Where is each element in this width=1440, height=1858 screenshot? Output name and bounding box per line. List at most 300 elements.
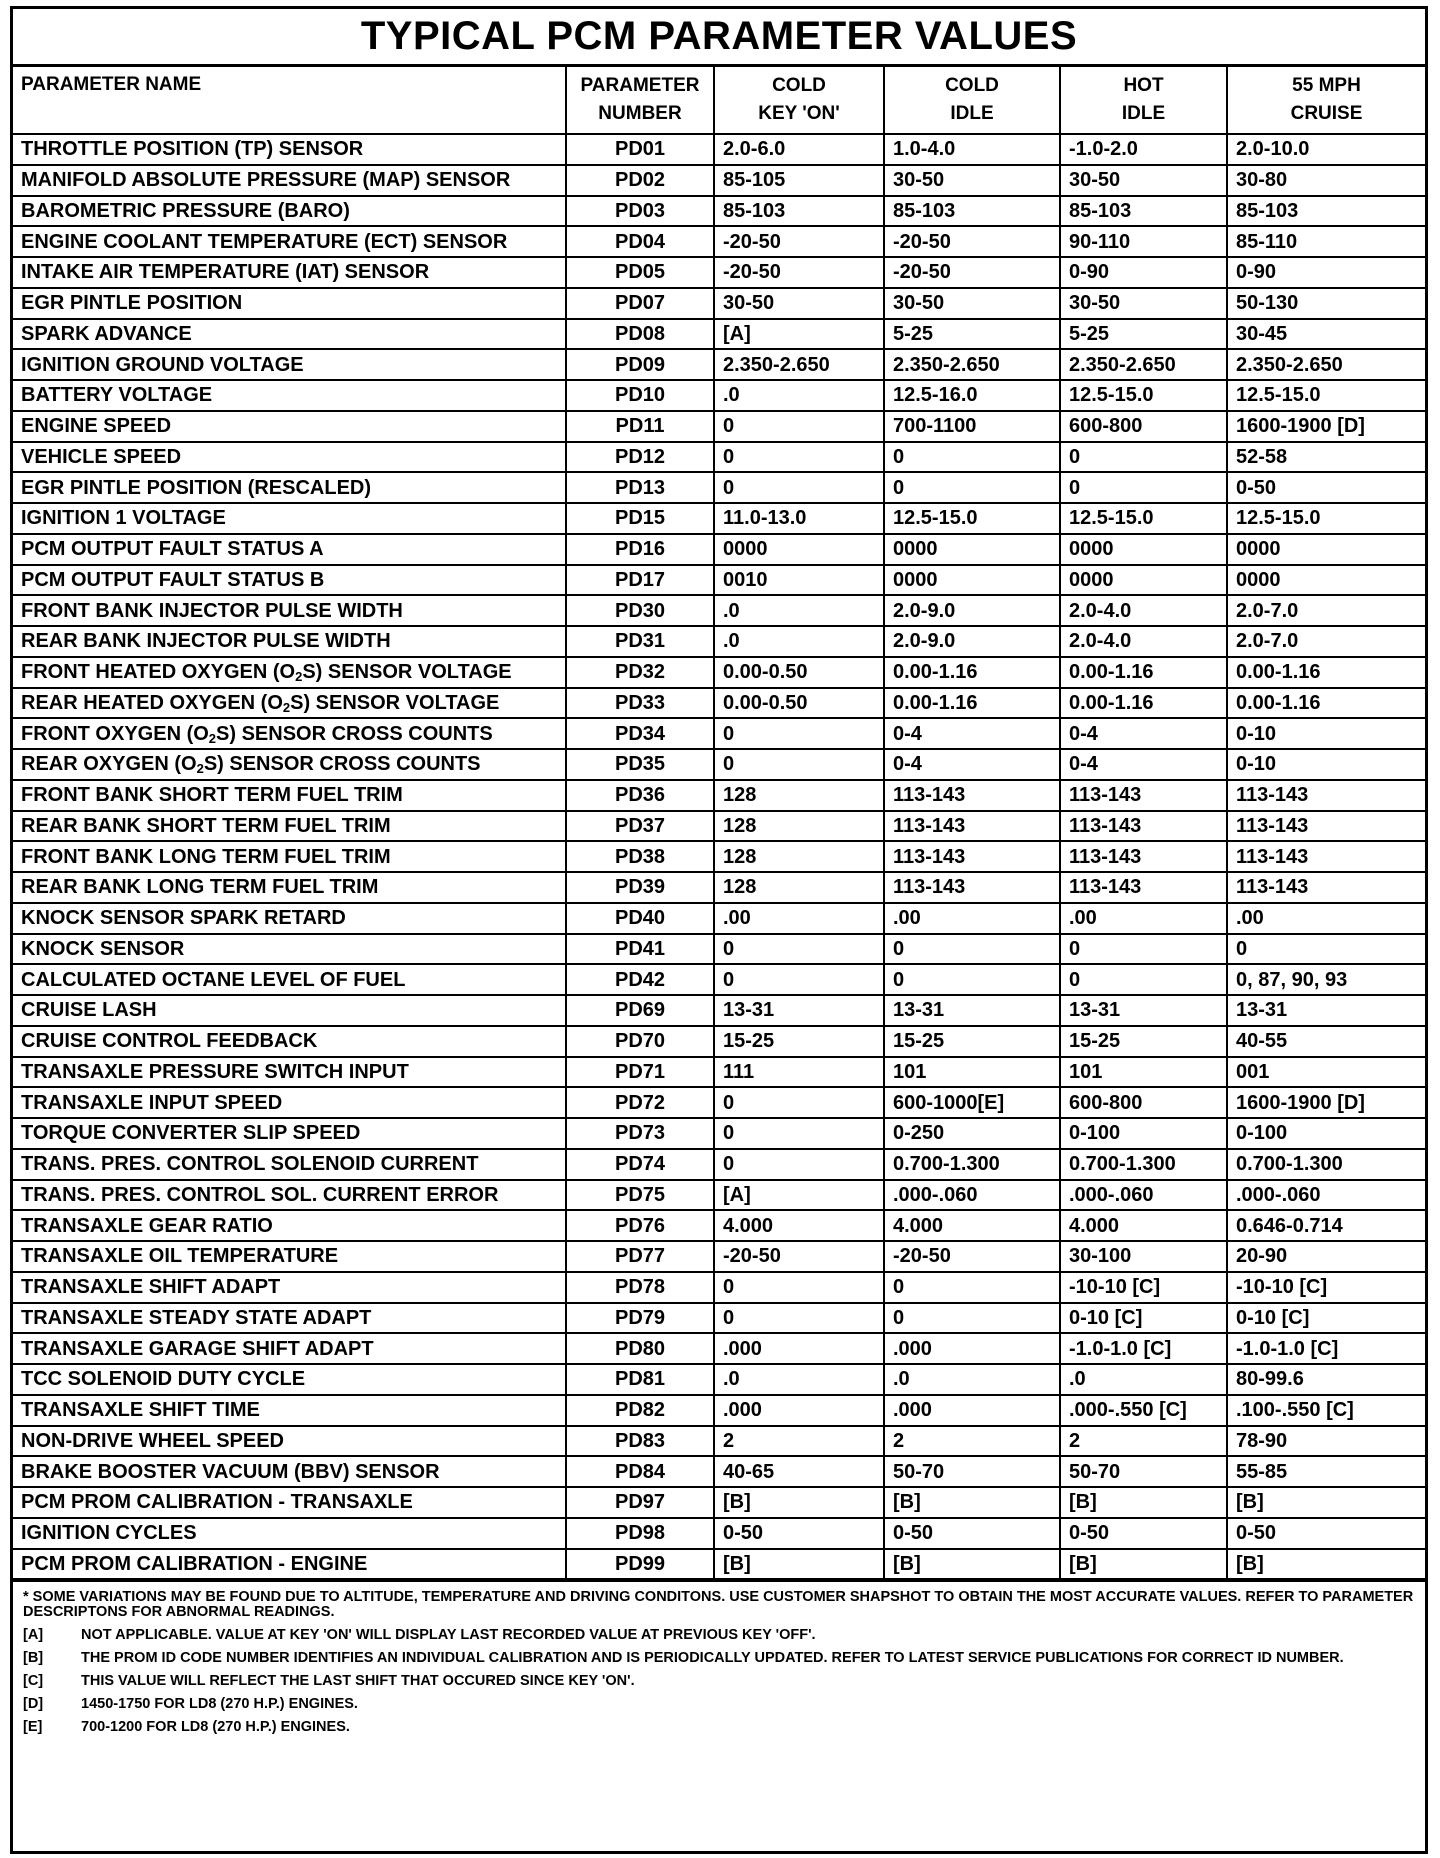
parameter-name-cell: KNOCK SENSOR SPARK RETARD bbox=[13, 903, 566, 934]
cruise-cell: 30-80 bbox=[1227, 165, 1425, 196]
parameter-number-cell: PD99 bbox=[566, 1549, 714, 1580]
parameter-name-cell: TORQUE CONVERTER SLIP SPEED bbox=[13, 1118, 566, 1149]
cold-key-on-cell: 0 bbox=[714, 1087, 884, 1118]
cold-idle-cell: 13-31 bbox=[884, 995, 1060, 1026]
parameter-number-cell: PD72 bbox=[566, 1087, 714, 1118]
hot-idle-cell: 113-143 bbox=[1060, 872, 1227, 903]
table-row bbox=[13, 749, 1425, 780]
parameter-name-cell: REAR BANK SHORT TERM FUEL TRIM bbox=[13, 811, 566, 842]
parameter-number-cell: PD70 bbox=[566, 1026, 714, 1057]
notes-main: * SOME VARIATIONS MAY BE FOUND DUE TO ALTITUDE, TEMPERATURE AND DRIVING CONDITONS. USE CUSTOMER SHAPSHOT TO OBTAIN THE MOST ACCURATE VALUES. REFER TO PARAMETER DESCRIPTONS FOR ABNORMAL READINGS. bbox=[23, 1589, 1414, 1621]
parameter-number-cell: PD07 bbox=[566, 288, 714, 319]
footnote-key: [C] bbox=[23, 1673, 44, 1690]
table-row bbox=[13, 626, 1425, 657]
parameter-number-cell: PD75 bbox=[566, 1180, 714, 1211]
parameter-number-cell: PD80 bbox=[566, 1333, 714, 1364]
parameter-number-cell: PD09 bbox=[566, 349, 714, 380]
cruise-cell: .00 bbox=[1227, 903, 1425, 934]
cruise-cell: 13-31 bbox=[1227, 995, 1425, 1026]
table-row bbox=[13, 841, 1425, 872]
cold-idle-cell: 0 bbox=[884, 472, 1060, 503]
parameter-number-cell: PD84 bbox=[566, 1456, 714, 1487]
parameter-name-subscript: 2 bbox=[282, 699, 291, 715]
cruise-cell: .000-.060 bbox=[1227, 1180, 1425, 1211]
table-row bbox=[13, 1303, 1425, 1334]
cold-key-on-cell: .0 bbox=[714, 595, 884, 626]
parameter-number-cell: PD69 bbox=[566, 995, 714, 1026]
table-row bbox=[13, 1364, 1425, 1395]
table-row bbox=[13, 811, 1425, 842]
cruise-cell: 113-143 bbox=[1227, 872, 1425, 903]
cold-idle-cell: 113-143 bbox=[884, 872, 1060, 903]
cruise-cell: 85-103 bbox=[1227, 196, 1425, 227]
cold-key-on-cell: [A] bbox=[714, 1180, 884, 1211]
cruise-cell: 0-50 bbox=[1227, 472, 1425, 503]
parameter-number-cell: PD02 bbox=[566, 165, 714, 196]
cold-key-on-cell: 0 bbox=[714, 1118, 884, 1149]
cruise-cell: 0-10 [C] bbox=[1227, 1303, 1425, 1334]
cruise-cell: 113-143 bbox=[1227, 841, 1425, 872]
hot-idle-cell: 0 bbox=[1060, 934, 1227, 965]
parameter-number-cell: PD97 bbox=[566, 1487, 714, 1518]
cold-key-on-cell: 30-50 bbox=[714, 288, 884, 319]
parameter-name-subscript: 2 bbox=[208, 730, 217, 746]
header-parameter-name: PARAMETER NAME bbox=[13, 67, 566, 134]
hot-idle-cell: 0-10 [C] bbox=[1060, 1303, 1227, 1334]
hot-idle-cell: 30-50 bbox=[1060, 165, 1227, 196]
cruise-cell: 30-45 bbox=[1227, 319, 1425, 350]
parameter-number-cell: PD01 bbox=[566, 134, 714, 165]
parameter-number-cell: PD04 bbox=[566, 226, 714, 257]
cold-idle-cell: 4.000 bbox=[884, 1210, 1060, 1241]
cold-key-on-cell: 111 bbox=[714, 1057, 884, 1088]
parameter-name-cell bbox=[13, 657, 566, 688]
cold-key-on-cell: 11.0-13.0 bbox=[714, 503, 884, 534]
header-cold-key-on bbox=[714, 67, 884, 134]
cold-key-on-cell: .0 bbox=[714, 1364, 884, 1395]
footnote-text: 1450-1750 FOR LD8 (270 H.P.) ENGINES. bbox=[81, 1696, 358, 1713]
cold-key-on-cell: -20-50 bbox=[714, 257, 884, 288]
parameter-name-cell: TRANSAXLE SHIFT ADAPT bbox=[13, 1272, 566, 1303]
footnote bbox=[23, 1674, 1415, 1689]
cold-idle-cell: 12.5-15.0 bbox=[884, 503, 1060, 534]
parameter-number-cell: PD05 bbox=[566, 257, 714, 288]
hot-idle-cell: 0 bbox=[1060, 964, 1227, 995]
cruise-cell: 0.00-1.16 bbox=[1227, 657, 1425, 688]
hot-idle-cell: .000-.060 bbox=[1060, 1180, 1227, 1211]
parameter-number-cell: PD36 bbox=[566, 780, 714, 811]
header-cold-idle bbox=[884, 67, 1060, 134]
cruise-cell: 2.0-7.0 bbox=[1227, 595, 1425, 626]
cruise-cell: 113-143 bbox=[1227, 811, 1425, 842]
table-row bbox=[13, 534, 1425, 565]
cruise-cell: 0.00-1.16 bbox=[1227, 688, 1425, 719]
footnote-text: THE PROM ID CODE NUMBER IDENTIFIES AN INDIVIDUAL CALIBRATION AND IS PERIODICALLY UPDATED. REFER TO LATEST SERVICE PUBLICATIONS FOR CORRECT ID NUMBER. bbox=[81, 1650, 1344, 1667]
parameter-name-subscript: 2 bbox=[196, 761, 204, 777]
parameter-name-cell: VEHICLE SPEED bbox=[13, 442, 566, 473]
parameter-name-cell: IGNITION CYCLES bbox=[13, 1518, 566, 1549]
footnote-key: [E] bbox=[23, 1719, 43, 1736]
parameter-name-cell: MANIFOLD ABSOLUTE PRESSURE (MAP) SENSOR bbox=[13, 165, 566, 196]
parameter-name-cell: EGR PINTLE POSITION bbox=[13, 288, 566, 319]
parameter-name-cell: TCC SOLENOID DUTY CYCLE bbox=[13, 1364, 566, 1395]
cold-idle-cell: 50-70 bbox=[884, 1456, 1060, 1487]
parameter-number-cell: PD40 bbox=[566, 903, 714, 934]
cruise-cell: 0-90 bbox=[1227, 257, 1425, 288]
cold-key-on-cell: .00 bbox=[714, 903, 884, 934]
parameter-number-cell: PD39 bbox=[566, 872, 714, 903]
cold-key-on-cell: .0 bbox=[714, 626, 884, 657]
header-cruise-line2: CRUISE bbox=[1290, 103, 1363, 124]
parameter-name-cell: TRANSAXLE INPUT SPEED bbox=[13, 1087, 566, 1118]
cruise-cell: 1600-1900 [D] bbox=[1227, 411, 1425, 442]
cruise-cell: 55-85 bbox=[1227, 1456, 1425, 1487]
parameter-name-cell: TRANSAXLE GEAR RATIO bbox=[13, 1210, 566, 1241]
hot-idle-cell: [B] bbox=[1060, 1487, 1227, 1518]
parameter-name-cell: IGNITION 1 VOLTAGE bbox=[13, 503, 566, 534]
header-hot-idle-line2: IDLE bbox=[1121, 103, 1166, 124]
cruise-cell: 0000 bbox=[1227, 565, 1425, 596]
footnote-key: [D] bbox=[23, 1696, 44, 1713]
cold-idle-cell: 101 bbox=[884, 1057, 1060, 1088]
table-row bbox=[13, 565, 1425, 596]
parameter-number-cell: PD98 bbox=[566, 1518, 714, 1549]
table-row bbox=[13, 349, 1425, 380]
hot-idle-cell: 30-100 bbox=[1060, 1241, 1227, 1272]
table-row bbox=[13, 165, 1425, 196]
cold-idle-cell: 2.0-9.0 bbox=[884, 595, 1060, 626]
cold-key-on-cell: 4.000 bbox=[714, 1210, 884, 1241]
cruise-cell: 50-130 bbox=[1227, 288, 1425, 319]
table-row bbox=[13, 1395, 1425, 1426]
hot-idle-cell: 5-25 bbox=[1060, 319, 1227, 350]
cruise-cell: 0-100 bbox=[1227, 1118, 1425, 1149]
cold-idle-cell: -20-50 bbox=[884, 1241, 1060, 1272]
cold-idle-cell: 0 bbox=[884, 964, 1060, 995]
table-row bbox=[13, 657, 1425, 688]
cold-key-on-cell: 0 bbox=[714, 1149, 884, 1180]
parameter-number-cell: PD08 bbox=[566, 319, 714, 350]
table-row bbox=[13, 134, 1425, 165]
table-row bbox=[13, 1087, 1425, 1118]
cold-key-on-cell: 85-105 bbox=[714, 165, 884, 196]
cold-idle-cell: 2.0-9.0 bbox=[884, 626, 1060, 657]
table-row bbox=[13, 226, 1425, 257]
hot-idle-cell: 2 bbox=[1060, 1426, 1227, 1457]
cruise-cell: 80-99.6 bbox=[1227, 1364, 1425, 1395]
cold-key-on-cell: .000 bbox=[714, 1333, 884, 1364]
cold-idle-cell: .00 bbox=[884, 903, 1060, 934]
cruise-cell: 12.5-15.0 bbox=[1227, 503, 1425, 534]
hot-idle-cell: 0.700-1.300 bbox=[1060, 1149, 1227, 1180]
footnote-text: 700-1200 FOR LD8 (270 H.P.) ENGINES. bbox=[81, 1719, 350, 1736]
parameter-name-cell: IGNITION GROUND VOLTAGE bbox=[13, 349, 566, 380]
cold-idle-cell: 2.350-2.650 bbox=[884, 349, 1060, 380]
hot-idle-cell: 113-143 bbox=[1060, 841, 1227, 872]
cold-key-on-cell: 85-103 bbox=[714, 196, 884, 227]
parameter-name-cell: TRANS. PRES. CONTROL SOL. CURRENT ERROR bbox=[13, 1180, 566, 1211]
table-row bbox=[13, 257, 1425, 288]
parameter-name-cell: CALCULATED OCTANE LEVEL OF FUEL bbox=[13, 964, 566, 995]
parameter-name-cell: TRANSAXLE SHIFT TIME bbox=[13, 1395, 566, 1426]
cold-idle-cell: 1.0-4.0 bbox=[884, 134, 1060, 165]
notes-section bbox=[13, 1580, 1425, 1735]
hot-idle-cell: 113-143 bbox=[1060, 811, 1227, 842]
hot-idle-cell: 0-100 bbox=[1060, 1118, 1227, 1149]
parameter-number-cell: PD17 bbox=[566, 565, 714, 596]
cold-idle-cell: 113-143 bbox=[884, 811, 1060, 842]
cold-key-on-cell: 0010 bbox=[714, 565, 884, 596]
table-row bbox=[13, 503, 1425, 534]
parameter-number-cell: PD78 bbox=[566, 1272, 714, 1303]
parameter-name-cell: REAR BANK INJECTOR PULSE WIDTH bbox=[13, 626, 566, 657]
table-row bbox=[13, 1149, 1425, 1180]
hot-idle-cell: 0-90 bbox=[1060, 257, 1227, 288]
table-row bbox=[13, 903, 1425, 934]
table-row bbox=[13, 995, 1425, 1026]
cruise-cell: 12.5-15.0 bbox=[1227, 380, 1425, 411]
parameter-number-cell: PD15 bbox=[566, 503, 714, 534]
cold-key-on-cell: .000 bbox=[714, 1395, 884, 1426]
cold-key-on-cell: 0.00-0.50 bbox=[714, 657, 884, 688]
cold-idle-cell: 600-1000[E] bbox=[884, 1087, 1060, 1118]
header-cruise-line1: 55 MPH bbox=[1292, 75, 1361, 96]
parameter-name-cell bbox=[13, 749, 566, 780]
cold-key-on-cell: 0.00-0.50 bbox=[714, 688, 884, 719]
cold-key-on-cell: 0000 bbox=[714, 534, 884, 565]
cold-idle-cell: 0000 bbox=[884, 565, 1060, 596]
header-number-line1: PARAMETER bbox=[580, 75, 700, 96]
table-row bbox=[13, 319, 1425, 350]
cruise-cell: 52-58 bbox=[1227, 442, 1425, 473]
cruise-cell: 0-10 bbox=[1227, 718, 1425, 749]
cold-idle-cell: 700-1100 bbox=[884, 411, 1060, 442]
parameter-name-cell: PCM PROM CALIBRATION - ENGINE bbox=[13, 1549, 566, 1580]
cruise-cell: 0-10 bbox=[1227, 749, 1425, 780]
cold-key-on-cell: .0 bbox=[714, 380, 884, 411]
cold-idle-cell: .000 bbox=[884, 1333, 1060, 1364]
table-row bbox=[13, 1456, 1425, 1487]
hot-idle-cell: 113-143 bbox=[1060, 780, 1227, 811]
cold-key-on-cell: 128 bbox=[714, 811, 884, 842]
parameter-name-part: FRONT OXYGEN (O bbox=[21, 722, 209, 745]
parameter-name-cell: FRONT BANK INJECTOR PULSE WIDTH bbox=[13, 595, 566, 626]
hot-idle-cell: .000-.550 [C] bbox=[1060, 1395, 1227, 1426]
cold-idle-cell: 0-50 bbox=[884, 1518, 1060, 1549]
cruise-cell: .100-.550 [C] bbox=[1227, 1395, 1425, 1426]
parameter-name-part: S) SENSOR VOLTAGE bbox=[290, 691, 500, 714]
hot-idle-cell: 0-4 bbox=[1060, 718, 1227, 749]
hot-idle-cell: 15-25 bbox=[1060, 1026, 1227, 1057]
parameter-number-cell: PD79 bbox=[566, 1303, 714, 1334]
hot-idle-cell: -1.0-1.0 [C] bbox=[1060, 1333, 1227, 1364]
parameter-name-cell: BRAKE BOOSTER VACUUM (BBV) SENSOR bbox=[13, 1456, 566, 1487]
table-row bbox=[13, 411, 1425, 442]
header-hot-idle bbox=[1060, 67, 1227, 134]
cold-idle-cell: 85-103 bbox=[884, 196, 1060, 227]
cruise-cell: 20-90 bbox=[1227, 1241, 1425, 1272]
cruise-cell: 2.0-7.0 bbox=[1227, 626, 1425, 657]
table-row bbox=[13, 1118, 1425, 1149]
cold-idle-cell: 15-25 bbox=[884, 1026, 1060, 1057]
cold-idle-cell: 0 bbox=[884, 1272, 1060, 1303]
footnote bbox=[23, 1628, 1415, 1643]
cold-idle-cell: [B] bbox=[884, 1487, 1060, 1518]
parameter-name-cell: BAROMETRIC PRESSURE (BARO) bbox=[13, 196, 566, 227]
table-row bbox=[13, 780, 1425, 811]
parameter-number-cell: PD33 bbox=[566, 688, 714, 719]
cruise-cell: 0.646-0.714 bbox=[1227, 1210, 1425, 1241]
parameter-name-cell: PCM PROM CALIBRATION - TRANSAXLE bbox=[13, 1487, 566, 1518]
hot-idle-cell: 2.350-2.650 bbox=[1060, 349, 1227, 380]
cold-idle-cell: 0.700-1.300 bbox=[884, 1149, 1060, 1180]
parameter-name-cell: TRANSAXLE PRESSURE SWITCH INPUT bbox=[13, 1057, 566, 1088]
cruise-cell: 0000 bbox=[1227, 534, 1425, 565]
hot-idle-cell: 90-110 bbox=[1060, 226, 1227, 257]
header-cold-idle-line2: IDLE bbox=[950, 103, 994, 124]
parameter-number-cell: PD73 bbox=[566, 1118, 714, 1149]
cold-idle-cell: .0 bbox=[884, 1364, 1060, 1395]
parameter-name-cell bbox=[13, 688, 566, 719]
hot-idle-cell: 2.0-4.0 bbox=[1060, 595, 1227, 626]
table-row bbox=[13, 1272, 1425, 1303]
cold-key-on-cell: [B] bbox=[714, 1549, 884, 1580]
table-row bbox=[13, 1549, 1425, 1580]
parameter-number-cell: PD81 bbox=[566, 1364, 714, 1395]
parameter-name-cell: EGR PINTLE POSITION (RESCALED) bbox=[13, 472, 566, 503]
header-parameter-number bbox=[566, 67, 714, 134]
parameter-number-cell: PD32 bbox=[566, 657, 714, 688]
parameter-number-cell: PD37 bbox=[566, 811, 714, 842]
parameter-name-cell: INTAKE AIR TEMPERATURE (IAT) SENSOR bbox=[13, 257, 566, 288]
cold-idle-cell: [B] bbox=[884, 1549, 1060, 1580]
table-row bbox=[13, 1057, 1425, 1088]
cold-key-on-cell: -20-50 bbox=[714, 226, 884, 257]
parameter-name-subscript: 2 bbox=[295, 669, 303, 685]
hot-idle-cell: [B] bbox=[1060, 1549, 1227, 1580]
hot-idle-cell: 0.00-1.16 bbox=[1060, 657, 1227, 688]
table-row bbox=[13, 872, 1425, 903]
page-title: TYPICAL PCM PARAMETER VALUES bbox=[13, 9, 1425, 67]
header-number-line2: NUMBER bbox=[598, 103, 682, 124]
parameter-number-cell: PD30 bbox=[566, 595, 714, 626]
table-row bbox=[13, 1241, 1425, 1272]
cold-key-on-cell: 0 bbox=[714, 1272, 884, 1303]
parameter-name-part: S) SENSOR CROSS COUNTS bbox=[203, 753, 481, 776]
cold-key-on-cell: 0 bbox=[714, 749, 884, 780]
cold-key-on-cell: 0 bbox=[714, 934, 884, 965]
cold-idle-cell: 0.00-1.16 bbox=[884, 688, 1060, 719]
parameter-number-cell: PD35 bbox=[566, 749, 714, 780]
footnote-list bbox=[23, 1628, 1415, 1735]
cold-key-on-cell: 2.0-6.0 bbox=[714, 134, 884, 165]
cold-idle-cell: 30-50 bbox=[884, 288, 1060, 319]
hot-idle-cell: 0 bbox=[1060, 442, 1227, 473]
parameter-name-cell: TRANSAXLE OIL TEMPERATURE bbox=[13, 1241, 566, 1272]
hot-idle-cell: 600-800 bbox=[1060, 411, 1227, 442]
parameter-name-cell: SPARK ADVANCE bbox=[13, 319, 566, 350]
cruise-cell: 2.350-2.650 bbox=[1227, 349, 1425, 380]
cold-key-on-cell: 0 bbox=[714, 718, 884, 749]
cold-key-on-cell: 0 bbox=[714, 442, 884, 473]
hot-idle-cell: 0 bbox=[1060, 472, 1227, 503]
cold-key-on-cell: 2 bbox=[714, 1426, 884, 1457]
parameter-name-cell: KNOCK SENSOR bbox=[13, 934, 566, 965]
parameter-number-cell: PD77 bbox=[566, 1241, 714, 1272]
cruise-cell: 2.0-10.0 bbox=[1227, 134, 1425, 165]
hot-idle-cell: 13-31 bbox=[1060, 995, 1227, 1026]
parameter-number-cell: PD38 bbox=[566, 841, 714, 872]
table-row bbox=[13, 688, 1425, 719]
hot-idle-cell: 12.5-15.0 bbox=[1060, 503, 1227, 534]
parameter-name-cell: PCM OUTPUT FAULT STATUS A bbox=[13, 534, 566, 565]
cold-key-on-cell: [A] bbox=[714, 319, 884, 350]
parameter-name-cell: ENGINE COOLANT TEMPERATURE (ECT) SENSOR bbox=[13, 226, 566, 257]
parameter-number-cell: PD74 bbox=[566, 1149, 714, 1180]
cold-idle-cell: 0.00-1.16 bbox=[884, 657, 1060, 688]
cruise-cell: 113-143 bbox=[1227, 780, 1425, 811]
parameter-number-cell: PD83 bbox=[566, 1426, 714, 1457]
cold-key-on-cell: -20-50 bbox=[714, 1241, 884, 1272]
cruise-cell: -1.0-1.0 [C] bbox=[1227, 1333, 1425, 1364]
cold-idle-cell: -20-50 bbox=[884, 226, 1060, 257]
cold-idle-cell: 0 bbox=[884, 1303, 1060, 1334]
cold-key-on-cell: [B] bbox=[714, 1487, 884, 1518]
parameter-name-part: S) SENSOR VOLTAGE bbox=[302, 661, 512, 684]
parameter-number-cell: PD03 bbox=[566, 196, 714, 227]
parameter-number-cell: PD31 bbox=[566, 626, 714, 657]
footnote bbox=[23, 1697, 1415, 1712]
hot-idle-cell: -1.0-2.0 bbox=[1060, 134, 1227, 165]
cruise-cell: 0 bbox=[1227, 934, 1425, 965]
parameter-name-part: FRONT HEATED OXYGEN (O bbox=[21, 661, 296, 684]
footnote-text: NOT APPLICABLE. VALUE AT KEY 'ON' WILL DISPLAY LAST RECORDED VALUE AT PREVIOUS KEY 'OFF'. bbox=[81, 1627, 816, 1644]
parameter-name-cell: TRANSAXLE STEADY STATE ADAPT bbox=[13, 1303, 566, 1334]
hot-idle-cell: 0-4 bbox=[1060, 749, 1227, 780]
parameter-name-cell: TRANSAXLE GARAGE SHIFT ADAPT bbox=[13, 1333, 566, 1364]
parameter-sheet bbox=[10, 6, 1428, 1854]
cold-key-on-cell: 0 bbox=[714, 1303, 884, 1334]
table-row bbox=[13, 595, 1425, 626]
cold-idle-cell: 0-4 bbox=[884, 718, 1060, 749]
table-row bbox=[13, 1487, 1425, 1518]
cruise-cell: [B] bbox=[1227, 1549, 1425, 1580]
footnote-key: [A] bbox=[23, 1627, 44, 1644]
hot-idle-cell: 0000 bbox=[1060, 565, 1227, 596]
hot-idle-cell: 0.00-1.16 bbox=[1060, 688, 1227, 719]
cold-idle-cell: 12.5-16.0 bbox=[884, 380, 1060, 411]
parameter-name-cell: THROTTLE POSITION (TP) SENSOR bbox=[13, 134, 566, 165]
header-hot-idle-line1: HOT bbox=[1123, 75, 1164, 96]
parameter-name-cell: NON-DRIVE WHEEL SPEED bbox=[13, 1426, 566, 1457]
footnote-text: THIS VALUE WILL REFLECT THE LAST SHIFT THAT OCCURED SINCE KEY 'ON'. bbox=[81, 1673, 635, 1690]
cruise-cell: 0, 87, 90, 93 bbox=[1227, 964, 1425, 995]
cold-idle-cell: 113-143 bbox=[884, 780, 1060, 811]
hot-idle-cell: 4.000 bbox=[1060, 1210, 1227, 1241]
hot-idle-cell: 12.5-15.0 bbox=[1060, 380, 1227, 411]
table-row bbox=[13, 288, 1425, 319]
table-row bbox=[13, 934, 1425, 965]
hot-idle-cell: 0000 bbox=[1060, 534, 1227, 565]
parameter-name-part: REAR HEATED OXYGEN (O bbox=[21, 691, 283, 714]
cold-idle-cell: 113-143 bbox=[884, 841, 1060, 872]
cold-key-on-cell: 15-25 bbox=[714, 1026, 884, 1057]
parameter-name-cell: REAR BANK LONG TERM FUEL TRIM bbox=[13, 872, 566, 903]
cold-idle-cell: 30-50 bbox=[884, 165, 1060, 196]
header-row bbox=[13, 67, 1425, 134]
cold-idle-cell: 0000 bbox=[884, 534, 1060, 565]
hot-idle-cell: -10-10 [C] bbox=[1060, 1272, 1227, 1303]
